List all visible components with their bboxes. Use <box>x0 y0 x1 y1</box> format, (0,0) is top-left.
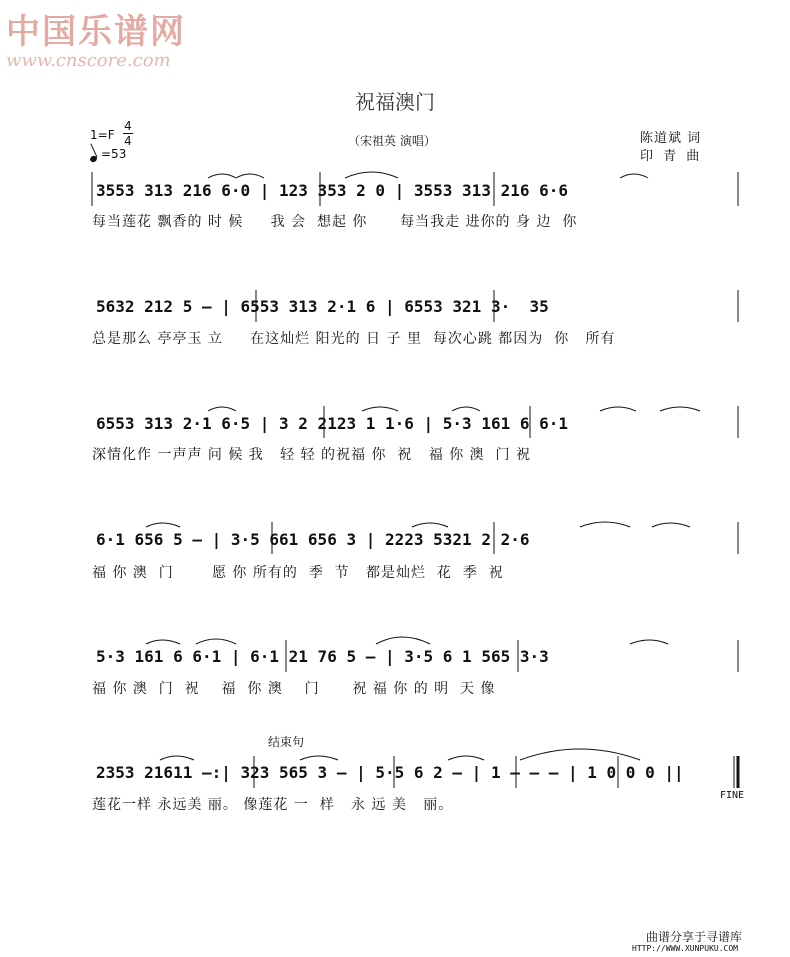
lyricist-credit: 陈道斌 词 <box>640 131 702 146</box>
slur <box>208 407 236 411</box>
slur <box>376 637 430 644</box>
slur <box>580 522 630 527</box>
score-lyrics-row-3: 深情化作 一声声 问 候 我 轻 轻 的祝福 你 祝 福 你 澳 门 祝 <box>92 447 532 463</box>
key-signature: 1=F <box>90 128 115 142</box>
score-lyrics-row-4: 福 你 澳 门 愿 你 所有的 季 节 都是灿烂 花 季 祝 <box>92 565 504 581</box>
slur <box>448 756 484 760</box>
slur <box>412 523 448 527</box>
page-title: 祝福澳门 <box>355 90 435 114</box>
score-lyrics-row-1: 每当莲花 飘香的 时 候 我 会 想起 你 每当我走 进你的 身 边 你 <box>92 214 578 230</box>
slur <box>630 640 668 644</box>
time-signature-top: 4 <box>124 119 132 133</box>
score-notes-row-6: 2353 21611 —:| 323 565 3 — | 5·5 6 2 — | 1 — — — | 1 0 0 0 || <box>96 763 684 782</box>
score-lyrics-row-5: 福 你 澳 门 祝 福 你 澳 门 祝 福 你 的 明 天 像 <box>92 681 496 697</box>
slur <box>300 756 338 760</box>
footer-share-text: 曲谱分享于寻谱库 <box>646 930 743 944</box>
slur <box>452 407 480 411</box>
score-notes-row-1: 3553 313 216 6·0 | 123 353 2 0 | 3553 313 216 6·6 <box>96 181 569 200</box>
watermark-url: www.cnscore.com <box>6 50 171 71</box>
slur <box>660 407 700 411</box>
slur <box>160 756 194 760</box>
slur <box>520 749 640 760</box>
composer-credit: 印 青 曲 <box>640 149 703 164</box>
singer-credit: （宋祖英 演唱） <box>348 134 436 148</box>
slur <box>208 174 236 178</box>
slur <box>196 639 236 644</box>
slur <box>600 407 636 411</box>
time-signature-bottom: 4 <box>124 134 132 148</box>
score-lyrics-row-6: 莲花一样 永远美 丽。 像莲花 一 样 永 远 美 丽。 <box>92 797 454 813</box>
slur <box>620 174 648 178</box>
score-notes-row-3: 6553 313 2·1 6·5 | 3 2 2123 1 1·6 | 5·3 161 6 6·1 <box>96 414 569 433</box>
score-notes-row-4: 6·1 656 5 — | 3·5 661 656 3 | 2223 5321 2 2·6 <box>96 530 530 549</box>
slur <box>345 172 398 178</box>
fine-marking: FINE <box>720 790 745 801</box>
slur <box>146 523 180 527</box>
score-notes-row-2: 5632 212 5 — | 6553 313 2·1 6 | 6553 321 3· 35 <box>96 297 549 316</box>
watermark-logo: 中国乐谱网 <box>6 12 186 52</box>
score-lyrics-row-2: 总是那么 亭亭玉 立 在这灿烂 阳光的 日 子 里 每次心跳 都因为 你 所有 <box>92 331 616 347</box>
slur <box>362 407 398 411</box>
tempo-value: =53 <box>101 147 127 161</box>
score-notes-row-5: 5·3 161 6 6·1 | 6·1 21 76 5 — | 3·5 6 1 565 3·3 <box>96 647 549 666</box>
ending-label: 结束句 <box>268 735 305 749</box>
slur <box>652 523 690 527</box>
footer-url[interactable]: HTTP://WWW.XUNPUKU.COM <box>632 944 738 953</box>
slur <box>146 640 180 644</box>
slur <box>236 174 264 178</box>
